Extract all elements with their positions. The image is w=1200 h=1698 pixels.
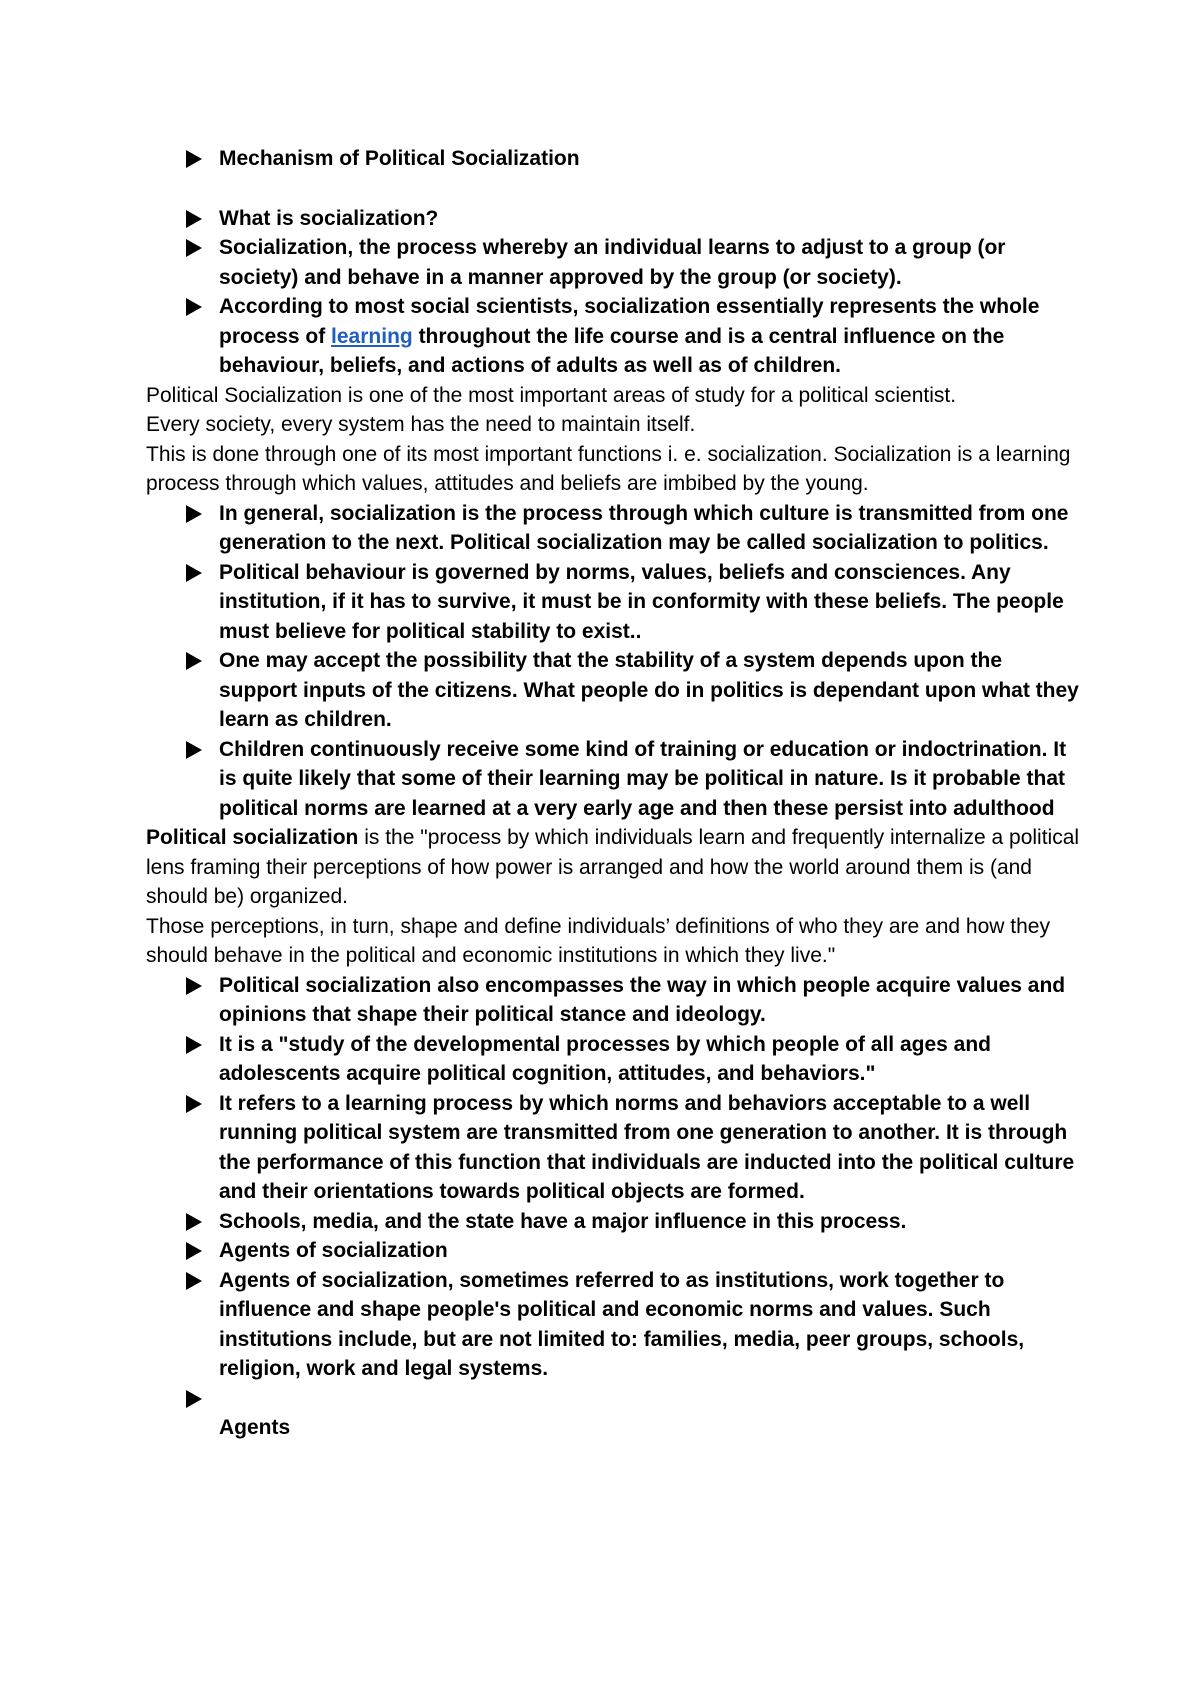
arrow-bullet-icon [186,1036,202,1054]
bullet-text: In general, socialization is the process through which culture is transmitted from one generation to the next. Political socialization may be called socialization to politics. [219,501,1069,554]
bullet-item [146,1207,1080,1237]
bullet-text: Mechanism of Political Socialization [219,147,580,170]
bullet-item [146,1384,1080,1443]
paragraph: Every society, every system has the need to maintain itself. [146,413,696,436]
arrow-bullet-icon [186,298,202,316]
bullet-text: It is a "study of the developmental processes by which people of all ages and adolescents acquire political cognition, attitudes, and behaviors." [219,1032,991,1085]
bullet-item [146,233,1080,292]
bullet-item [146,144,1080,174]
bullet-text: Schools, media, and the state have a major influence in this process. [219,1209,907,1233]
bullet-item [146,1236,1080,1266]
paragraph: Political Socialization is one of the most important areas of study for a political scientist. [146,383,957,407]
bold-term: Political socialization [146,826,359,849]
bullet-text: throughout the life course and is a central influence on the behaviour, beliefs, and actions of adults as well as of children. [219,324,1005,377]
bullet-text: Children continuously receive some kind of training or education or indoctrination. It is quite likely that some of their learning may be political in nature. Is it probable that political norms are learned at a very early age and then these persist into adulthood [219,737,1067,820]
bullet-text: Agents of socialization [219,1239,448,1262]
arrow-bullet-icon [186,977,202,995]
bullet-item [146,204,1080,234]
arrow-bullet-icon [186,741,202,759]
bullet-text: What is socialization? [219,206,439,230]
arrow-bullet-icon [186,564,202,582]
arrow-bullet-icon [186,1213,202,1231]
bullet-item [146,646,1080,735]
arrow-bullet-icon [186,210,202,228]
arrow-bullet-icon [186,505,202,523]
arrow-bullet-icon [186,1272,202,1290]
bullet-text: Political socialization also encompasses the way in which people acquire values and opinions that shape their political stance and ideology. [219,973,1066,1026]
bullet-item [146,292,1080,381]
bullet-text: Agents of socialization, sometimes referred to as institutions, work together to influence and shape people's political and economic norms and values. Such institutions include, but are not limited to: families, media, peer groups, schools, religion, work and legal systems. [219,1268,1025,1380]
bullet-text: It refers to a learning process by which norms and behaviors acceptable to a well running political system are transmitted from one generation to another. It is through the performance of this function that individuals are inducted into the political culture and their orientations towards political objects are formed. [219,1091,1075,1203]
bullet-text: Agents [219,1416,291,1439]
bullet-text: Political behaviour is governed by norms, values, beliefs and consciences. Any institution, if it has to survive, it must be in conformity with these beliefs. The people must believe for political stability to exist.. [219,560,1064,643]
bullet-item [146,1030,1080,1089]
bullet-text: One may accept the possibility that the stability of a system depends upon the support inputs of the citizens. What people do in politics is dependant upon what they learn as children. [219,649,1079,731]
bullet-item [146,1266,1080,1384]
arrow-bullet-icon [186,1390,202,1408]
arrow-bullet-icon [186,1095,202,1113]
learning-link[interactable]: learning [331,324,413,348]
arrow-bullet-icon [186,1242,202,1260]
bullet-item [146,499,1080,558]
bullet-item [146,1089,1080,1207]
bullet-text: According to most social scientists, socialization essentially represents the whole process of [219,295,1040,348]
bullet-text: Socialization, the process whereby an individual learns to adjust to a group (or society) and behave in a manner approved by the group (or society). [219,236,1006,289]
paragraph: This is done through one of its most important functions i. e. socialization. Socialization is a learning process through which values, attitudes and beliefs are imbibed by the young. [146,442,1071,495]
arrow-bullet-icon [186,652,202,670]
arrow-bullet-icon [186,150,202,168]
paragraph: Those perceptions, in turn, shape and define individuals’ definitions of who they are and how they should behave in the political and economic institutions in which they live." [146,914,1050,967]
paragraph [146,823,1080,912]
arrow-bullet-icon [186,239,202,257]
paragraph-text: is the "process by which individuals learn and frequently internalize a political lens framing their perceptions of how power is arranged and how the world around them is (and should be) organized. [146,826,1080,908]
bullet-item [146,971,1080,1030]
bullet-item [146,558,1080,647]
bullet-item [146,735,1080,824]
